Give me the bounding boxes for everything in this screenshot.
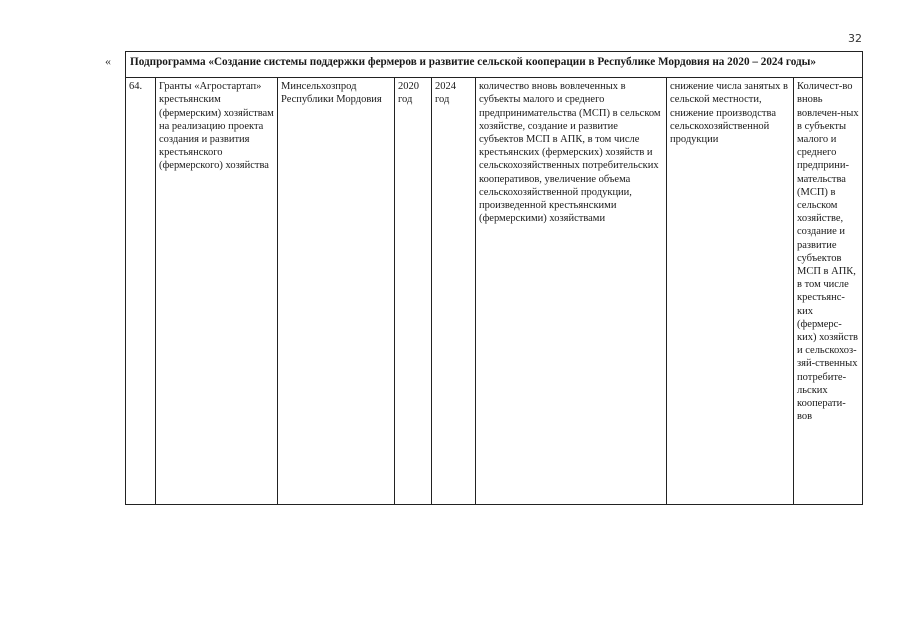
subprogram-header-row (126, 52, 863, 78)
page-number: 32 (848, 32, 862, 45)
table-row (126, 78, 863, 505)
row-number: 64. (126, 78, 156, 505)
measure-name: Гранты «Агростартап» крестьянским (фермерским) хозяйствам на реализацию проекта создания и развития крестьянского (фермерского) хозяйства (156, 78, 278, 505)
non-implementation-consequences: снижение числа занятых в сельской местности, снижение производства сельскохозяйственной продукции (667, 78, 794, 505)
opening-quote-mark: « (105, 54, 111, 68)
linked-indicator: Количест-во вновь вовлечен-ных в субъекты малого и среднего предприни-мательства (МСП) в сельском хозяйстве, создание и развитие субъектов МСП в АПК, в том числе крестьянс-ких (фермерс-ких) хозяйств и сельскохоз-зяй-ственных потребите-льских кооперати-вов (794, 78, 863, 505)
start-year: 2020 год (395, 78, 432, 505)
responsible-executor: Минсельхозпрод Республики Мордовия (278, 78, 395, 505)
subprogram-header: Подпрограмма «Создание системы поддержки фермеров и развитие сельской кооперации в Республике Мордовия на 2020 – 2024 годы» (126, 52, 863, 78)
expected-result: количество вновь вовлеченных в субъекты малого и среднего предпринимательства (МСП) в сельском хозяйстве, создание и развитие субъектов МСП в АПК, в том числе крестьянских (фермерских) хозяйств и сельскохозяйственных потребительских кооперативов, увеличение объема сельскохозяйственной продукции, произведенной крестьянскими (фермерскими) хозяйствами (476, 78, 667, 505)
end-year: 2024 год (432, 78, 476, 505)
program-measures-table (125, 51, 863, 505)
